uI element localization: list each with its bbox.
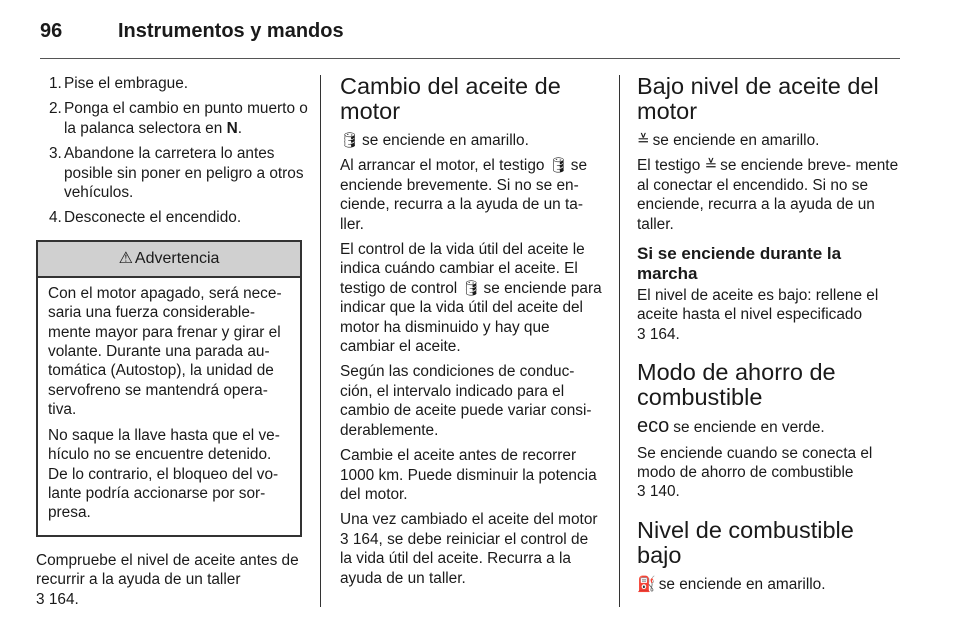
paragraph-text: se debe reiniciar el control de la vida útil del aceite. Recurra a la ayuda de un taller.: [340, 530, 589, 587]
paragraph-text: se enciende brevemente. Si no se en- ciende, recurra a la ayuda de un ta- ller.: [340, 157, 588, 233]
oil-change-icon: 🛢: [340, 132, 360, 149]
step-number: 2.: [49, 100, 62, 118]
list-item: [36, 208, 308, 227]
column-divider-1: [320, 75, 321, 607]
section-title: Bajo nivel de aceite del motor: [637, 73, 879, 124]
page-number: 96: [40, 20, 63, 42]
step-text: Pise el embrague.: [64, 75, 189, 92]
column-1: [36, 74, 308, 615]
paragraph-text: se enciende en verde.: [673, 419, 825, 437]
gear-letter: N: [226, 119, 238, 137]
paragraph: [637, 286, 903, 344]
list-item: [36, 99, 308, 138]
fuel-pump-icon: ⛽: [637, 575, 656, 593]
paragraph-text: se enciende en amarillo.: [652, 132, 820, 149]
paragraph: [340, 131, 604, 150]
step-text: Ponga el cambio en punto muerto o la palanca selectora en: [64, 100, 308, 137]
warning-title: Advertencia: [134, 250, 220, 268]
paragraph: [340, 510, 604, 588]
warning-body: [38, 278, 300, 535]
step-text-end: .: [237, 119, 242, 137]
section-title: Cambio del aceite de motor: [340, 73, 561, 124]
paragraph-text: Compruebe el nivel de aceite antes de recurrir a la ayuda de un taller: [36, 551, 299, 589]
subsection-title: Si se enciende durante la marcha: [637, 244, 842, 284]
step-number: 1.: [49, 75, 62, 92]
warning-header: [38, 242, 300, 278]
section-title: Nivel de combustible bajo: [637, 516, 854, 568]
warning-paragraph: Con el motor apagado, será nece- saria una fuerza considerable- mente mayor para frenar y girar el volante. Durante una parada au- tomática (Autostop), la unidad de servofreno se mantendrá opera- tiva.: [48, 284, 282, 419]
warning-box: [36, 240, 302, 537]
step-text: Abandone la carretera lo antes posible sin poner en peligro a otros vehículos.: [64, 145, 304, 202]
paragraph: [340, 240, 604, 356]
oil-change-icon: 🛢: [548, 157, 568, 175]
paragraph-text: Una vez cambiado el aceite del motor: [340, 511, 598, 529]
warning-paragraph: No saque la llave hasta que el ve- hículo no se encuentre detenido. De lo contrario, el bloqueo del vo- lante podría accionarse por sor- presa.: [48, 426, 280, 522]
paragraph: [637, 417, 903, 437]
paragraph: [637, 131, 903, 150]
column-2: [340, 74, 604, 594]
paragraph: [36, 551, 308, 609]
section-title: Modo de ahorro de combustible: [637, 359, 836, 411]
paragraph-text: se enciende en amarillo.: [362, 132, 529, 149]
paragraph: [340, 156, 604, 234]
column-3: [637, 74, 903, 600]
paragraph: [637, 575, 903, 594]
paragraph: [637, 444, 903, 502]
paragraph-text: se enciende breve- mente al conectar el encendido. Si no se enciende, recurra a la ayuda de un taller.: [637, 157, 899, 233]
list-item: [36, 144, 308, 202]
oil-level-icon: ≚: [637, 132, 650, 149]
page-reference: 3 164,: [340, 530, 383, 548]
page-reference: 3 140.: [637, 483, 680, 501]
step-number: 3.: [49, 145, 62, 163]
eco-icon: eco: [637, 415, 670, 438]
paragraph-text: El control de la vida útil del aceite le indica cuándo cambiar el aceite. El testigo de control: [340, 241, 585, 297]
warning-icon: ⚠: [118, 250, 133, 268]
steps-list: [36, 74, 308, 228]
paragraph-text: se enciende para indicar que la vida útil del aceite del motor ha disminuido y hay que cambiar el aceite.: [340, 279, 602, 356]
paragraph: Según las condiciones de conduc- ción, el intervalo indicado para el cambio de aceite puede variar consi- derablemente.: [340, 363, 592, 439]
oil-level-icon: ≚: [704, 157, 718, 175]
page-header: [0, 0, 960, 58]
paragraph-text: Al arrancar el motor, el testigo: [340, 157, 545, 175]
paragraph: Cambie el aceite antes de recorrer 1000 km. Puede disminuir la potencia del motor.: [340, 447, 597, 503]
paragraph-text: El testigo: [637, 157, 701, 175]
oil-change-icon: 🛢: [461, 279, 481, 297]
paragraph: [637, 156, 903, 234]
page-reference: 3 164.: [36, 590, 79, 608]
step-number: 4.: [49, 209, 62, 227]
paragraph-text: Se enciende cuando se conecta el modo de ahorro de combustible: [637, 444, 873, 482]
column-divider-2: [619, 75, 620, 607]
page-title: Instrumentos y mandos: [118, 20, 344, 42]
paragraph-text: se enciende en amarillo.: [658, 575, 826, 593]
paragraph-text: El nivel de aceite es bajo: rellene el aceite hasta el nivel especificado: [637, 287, 879, 324]
step-text: Desconecte el encendido.: [64, 209, 242, 227]
list-item: [36, 74, 308, 93]
header-rule: [40, 58, 900, 59]
page-reference: 3 164.: [637, 325, 680, 343]
